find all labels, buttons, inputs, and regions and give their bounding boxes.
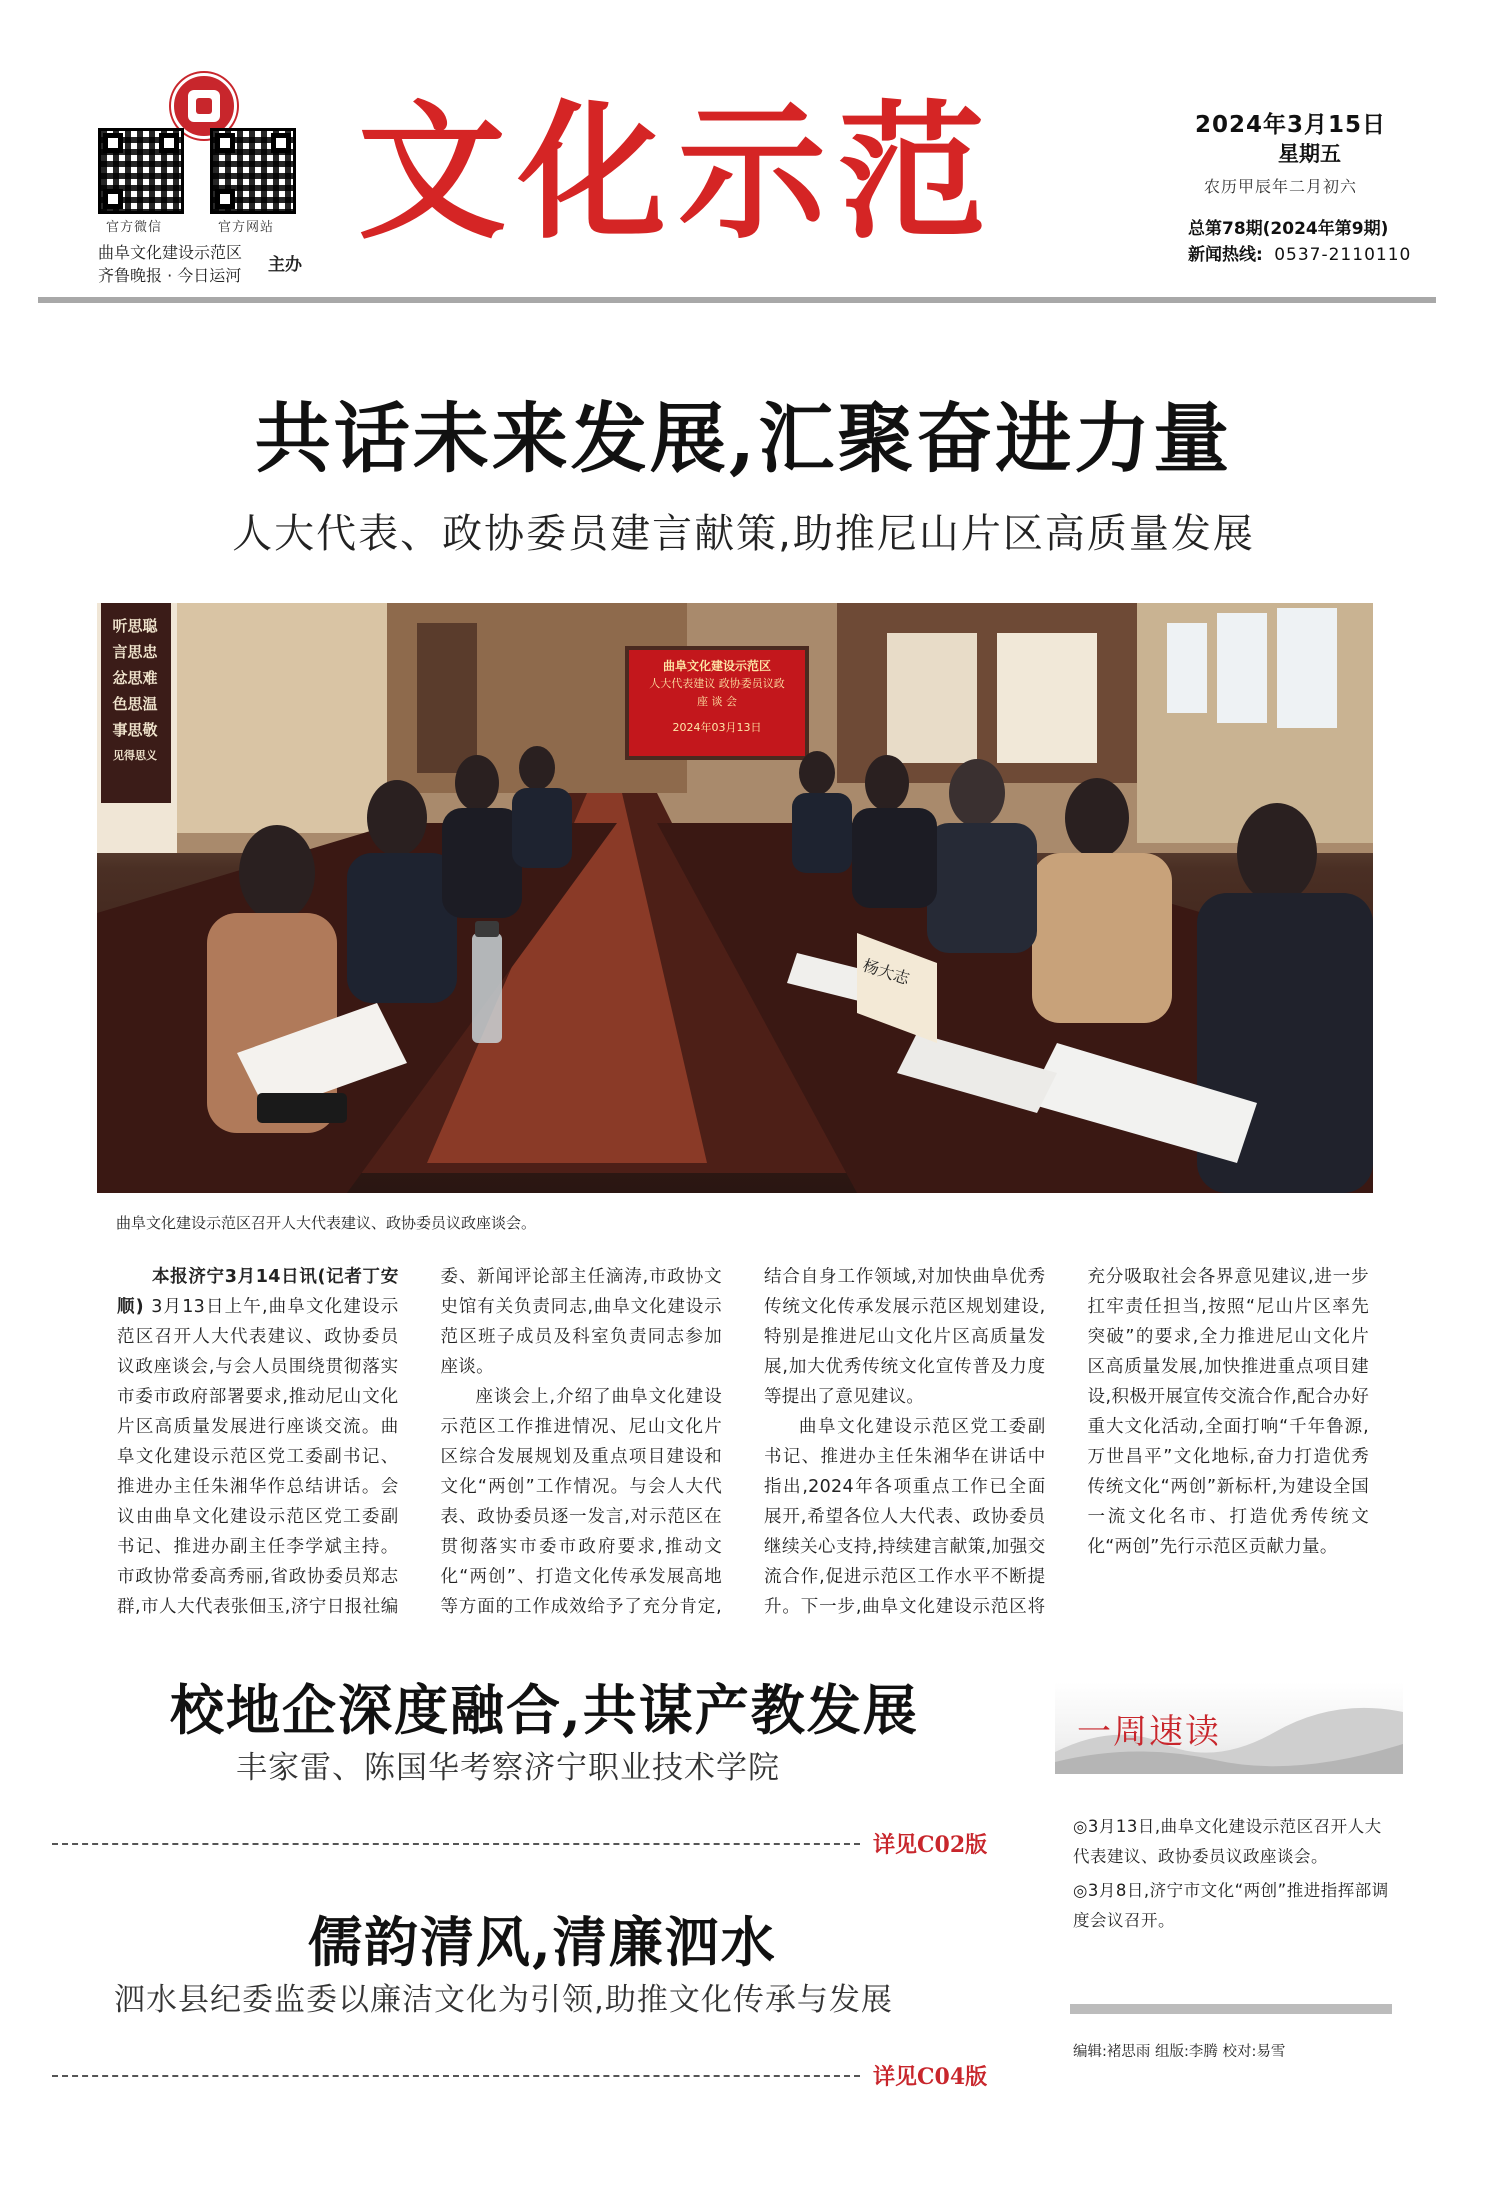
- issue-date: 2024年3月15日: [1195, 112, 1387, 138]
- weekly-quick-read-banner: [1055, 1682, 1403, 1774]
- sidebar-divider: [1070, 2004, 1392, 2014]
- story2-divider: [52, 1843, 860, 1845]
- meeting-photo: [97, 603, 1373, 1193]
- story3-headline[interactable]: 儒韵清风,清廉泗水: [308, 1910, 777, 1974]
- weekly-item[interactable]: ◎3月8日,济宁市文化“两创”推进指挥部调度会议召开。: [1073, 1881, 1389, 1930]
- story3-subheadline: 泗水县纪委监委以廉洁文化为引领,助推文化传承与发展: [114, 1982, 893, 2018]
- screen-date: 2024年03月13日: [672, 721, 762, 734]
- screen-line-3: 座 谈 会: [697, 695, 737, 708]
- weekly-item[interactable]: ◎3月13日,曲阜文化建设示范区召开人大代表建议、政协委员议政座谈会。: [1073, 1817, 1382, 1866]
- page-credits: 编辑:褚思雨 组版:李腾 校对:易雪: [1073, 2044, 1286, 2060]
- sponsor-line-2: 齐鲁晚报 · 今日运河: [98, 266, 242, 285]
- photo-wall-motto: [105, 613, 165, 769]
- issue-weekday: 星期五: [1278, 142, 1341, 166]
- wall-motto-line: 事思敬: [112, 721, 158, 739]
- story2-see-page-link[interactable]: 详见C02版: [873, 1832, 988, 1858]
- wall-motto-line: 听思聪: [112, 617, 158, 635]
- lead-subheadline: 人大代表、政协委员建言献策,助推尼山片区高质量发展: [232, 511, 1255, 557]
- weekly-quick-read-label: 一周速读: [1077, 1712, 1221, 1752]
- photo-caption: 曲阜文化建设示范区召开人大代表建议、政协委员议政座谈会。: [116, 1214, 537, 1232]
- screen-title: 曲阜文化建设示范区: [662, 659, 771, 673]
- story3-divider: [52, 2075, 860, 2077]
- story2-headline[interactable]: 校地企深度融合,共谋产教发展: [170, 1678, 919, 1742]
- qr-code-wechat[interactable]: [98, 128, 184, 214]
- photo-nameplate: 杨大志: [860, 955, 913, 989]
- hotline-number: 0537-2110110: [1274, 245, 1412, 265]
- lead-headline[interactable]: 共话未来发展,汇聚奋进力量: [254, 394, 1233, 483]
- masthead-title: 文化示范: [358, 85, 998, 259]
- lunar-date: 农历甲辰年二月初六: [1204, 177, 1358, 196]
- wall-motto-line: 见得思义: [113, 749, 157, 762]
- qr-website-caption: 官方网站: [218, 220, 275, 235]
- sponsor-line-1: 曲阜文化建设示范区: [98, 243, 243, 262]
- article-body: 本报济宁3月14日讯(记者丁安顺) 3月13日上午,曲阜文化建设示范区召开人大代表建议、政协委员议政座谈会,与会人员围绕贯彻落实市委市政府部署要求,推动尼山文化片区高质量发展进行座谈交流。曲阜文化建设示范区党工委副书记、推进办主任朱湘华作总结讲话。会议由曲阜文化建设示范区党工委副书记、推进办副主任李学斌主持。市政协常委高秀丽,省政协委员郑志群,市人大代表张佃玉,济宁日报社编委、新闻评论部主任滴涛,市政协文史馆有关负责同志,曲阜文化建设示范区班子成员及科室负责同志参加座谈。 座谈会上,介绍了曲阜文化建设示范区工作推进情况、尼山文化片区综合发展规划及重点项目建设和文化“两创”工作情况。与会人大代表、政协委员逐一发言,对示范区在贯彻落实市委市政府要求,推动文化“两创”、打造文化传承发展高地等方面的工作成效给予了充分肯定,结合自身工作领域,对加快曲阜优秀传统文化传承发展示范区规划建设,特别是推进尼山文化片区高质量发展,加大优秀传统文化宣传普及力度等提出了意见建议。 曲阜文化建设示范区党工委副书记、推进办主任朱湘华在讲话中指出,2024年各项重点工作已全面展开,希望各位人大代表、政协委员继续关心支持,持续建言献策,加强交流合作,促进示范区工作水平不断提升。下一步,曲阜文化建设示范区将充分吸取社会各界意见建议,进一步扛牢责任担当,按照“尼山片区率先突破”的要求,全力推进尼山文化片区高质量发展,加快推进重点项目建设,积极开展宣传交流合作,配合办好重大文化活动,全面打响“千年鲁源,万世昌平”文化地标,奋力打造优秀传统文化“两创”新标杆,为建设全国一流文化名市、打造优秀传统文化“两创”先行示范区贡献力量。: [117, 1262, 1369, 1622]
- masthead-divider: [38, 297, 1436, 303]
- qr-wechat-caption: 官方微信: [106, 220, 163, 235]
- story2-subheadline: 丰家雷、陈国华考察济宁职业技术学院: [236, 1750, 780, 1786]
- wall-motto-line: 色思温: [112, 695, 158, 713]
- hotline-label: 新闻热线:: [1188, 245, 1263, 265]
- news-hotline: [1188, 240, 1411, 265]
- wall-motto-line: 言思忠: [112, 643, 158, 661]
- screen-line-2: 人大代表建议 政协委员议政: [649, 677, 785, 690]
- article-paragraph-2: 座谈会上,介绍了曲阜文化建设示范区工作推进情况、尼山文化片区综合发展规划及重点项目建设和文化“两创”工作情况。与会人大代表、政协委员逐一发言,对示范区在贯彻落实市委市政府要求,推动文化“两创”、打造文化传承发展高地等方面的工作成效给予了充分肯定,结合自身工作领域,对加快曲阜优秀传统文化传承发展示范区规划建设,特别是推进尼山文化片区高质量发展,加大优秀传统文化宣传普及力度等提出了意见建议。: [440, 1267, 1046, 1617]
- photo-red-screen-text: [631, 657, 803, 737]
- article-paragraph-3: 曲阜文化建设示范区党工委副书记、推进办主任朱湘华在讲话中指出,2024年各项重点工作已全面展开,希望各位人大代表、政协委员继续关心支持,持续建言献策,加强交流合作,促进示范区工作水平不断提升。下一步,曲阜文化建设示范区将充分吸取社会各界意见建议,进一步扛牢责任担当,按照“尼山片区率先突破”的要求,全力推进尼山文化片区高质量发展,加快推进重点项目建设,积极开展宣传交流合作,配合办好重大文化活动,全面打响“千年鲁源,万世昌平”文化地标,奋力打造优秀传统文化“两创”新标杆,为建设全国一流文化名市、打造优秀传统文化“两创”先行示范区贡献力量。: [764, 1267, 1369, 1617]
- wall-motto-line: 忿思难: [112, 669, 158, 687]
- sponsor-role: 主办: [268, 255, 302, 275]
- story3-see-page-link[interactable]: 详见C04版: [873, 2064, 988, 2090]
- article-byline-inline: 本报济宁3月14日讯(记者丁安顺): [117, 1267, 399, 1317]
- qr-code-website[interactable]: [210, 128, 296, 214]
- weekly-quick-read-list: [1073, 1812, 1395, 1940]
- issue-number: 总第78期(2024年第9期): [1188, 219, 1389, 239]
